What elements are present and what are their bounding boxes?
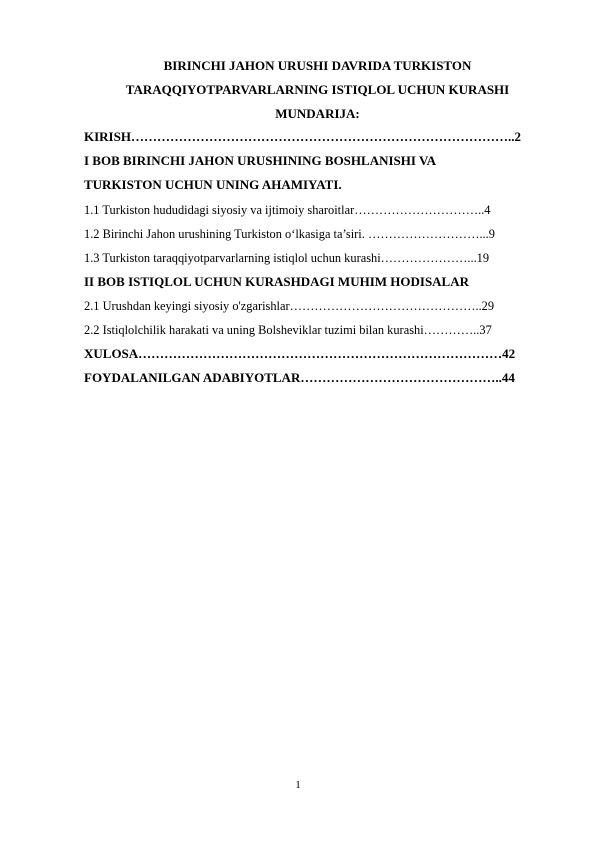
toc-chapter-1-heading-cont: TURKISTON UCHUN UNING AHAMIYATI.: [84, 177, 342, 192]
document-title-line-2: TARAQQIYOTPARVARLARNING ISTIQLOL UCHUN KURASHI: [125, 82, 510, 97]
toc-chapter-1-heading: I BOB BIRINCHI JAHON URUSHINING BOSHLANISHI VA: [84, 153, 437, 168]
document-title-line-1: BIRINCHI JAHON URUSHI DAVRIDA TURKISTON: [163, 58, 472, 73]
contents-heading: MUNDARIJA:: [275, 106, 360, 121]
toc-entry-2-2: 2.2 Istiqlolchilik harakati va uning Bolsheviklar tuzimi bilan kurashi…………..37: [84, 323, 492, 337]
toc-entry-adabiyotlar: FOYDALANILGAN ADABIYOTLAR………………………………………..44: [84, 370, 515, 385]
toc-entry-1-3: 1.3 Turkiston taraqqiyotparvarlarning istiqlol uchun kurashi…………………...19: [84, 251, 490, 265]
toc-entry-kirish: KIRISH……………………………………………………………………………..2: [84, 129, 521, 144]
toc-chapter-2-heading: II BOB ISTIQLOL UCHUN KURASHDAGI MUHIM HODISALAR: [84, 274, 470, 289]
toc-entry-xulosa: XULOSA…………………………………………………………………………42: [84, 346, 516, 361]
page-number: 1: [295, 779, 301, 791]
toc-entry-1-1: 1.1 Turkiston hududidagi siyosiy va ijtimoiy sharoitlar…………………………..4: [84, 203, 491, 217]
toc-entry-2-1: 2.1 Urushdan keyingi siyosiy o'zgarishlar………………………………………..29: [84, 299, 495, 313]
toc-entry-1-2: 1.2 Birinchi Jahon urushining Turkiston o‘lkasiga ta’siri. ………………………...9: [84, 227, 495, 241]
